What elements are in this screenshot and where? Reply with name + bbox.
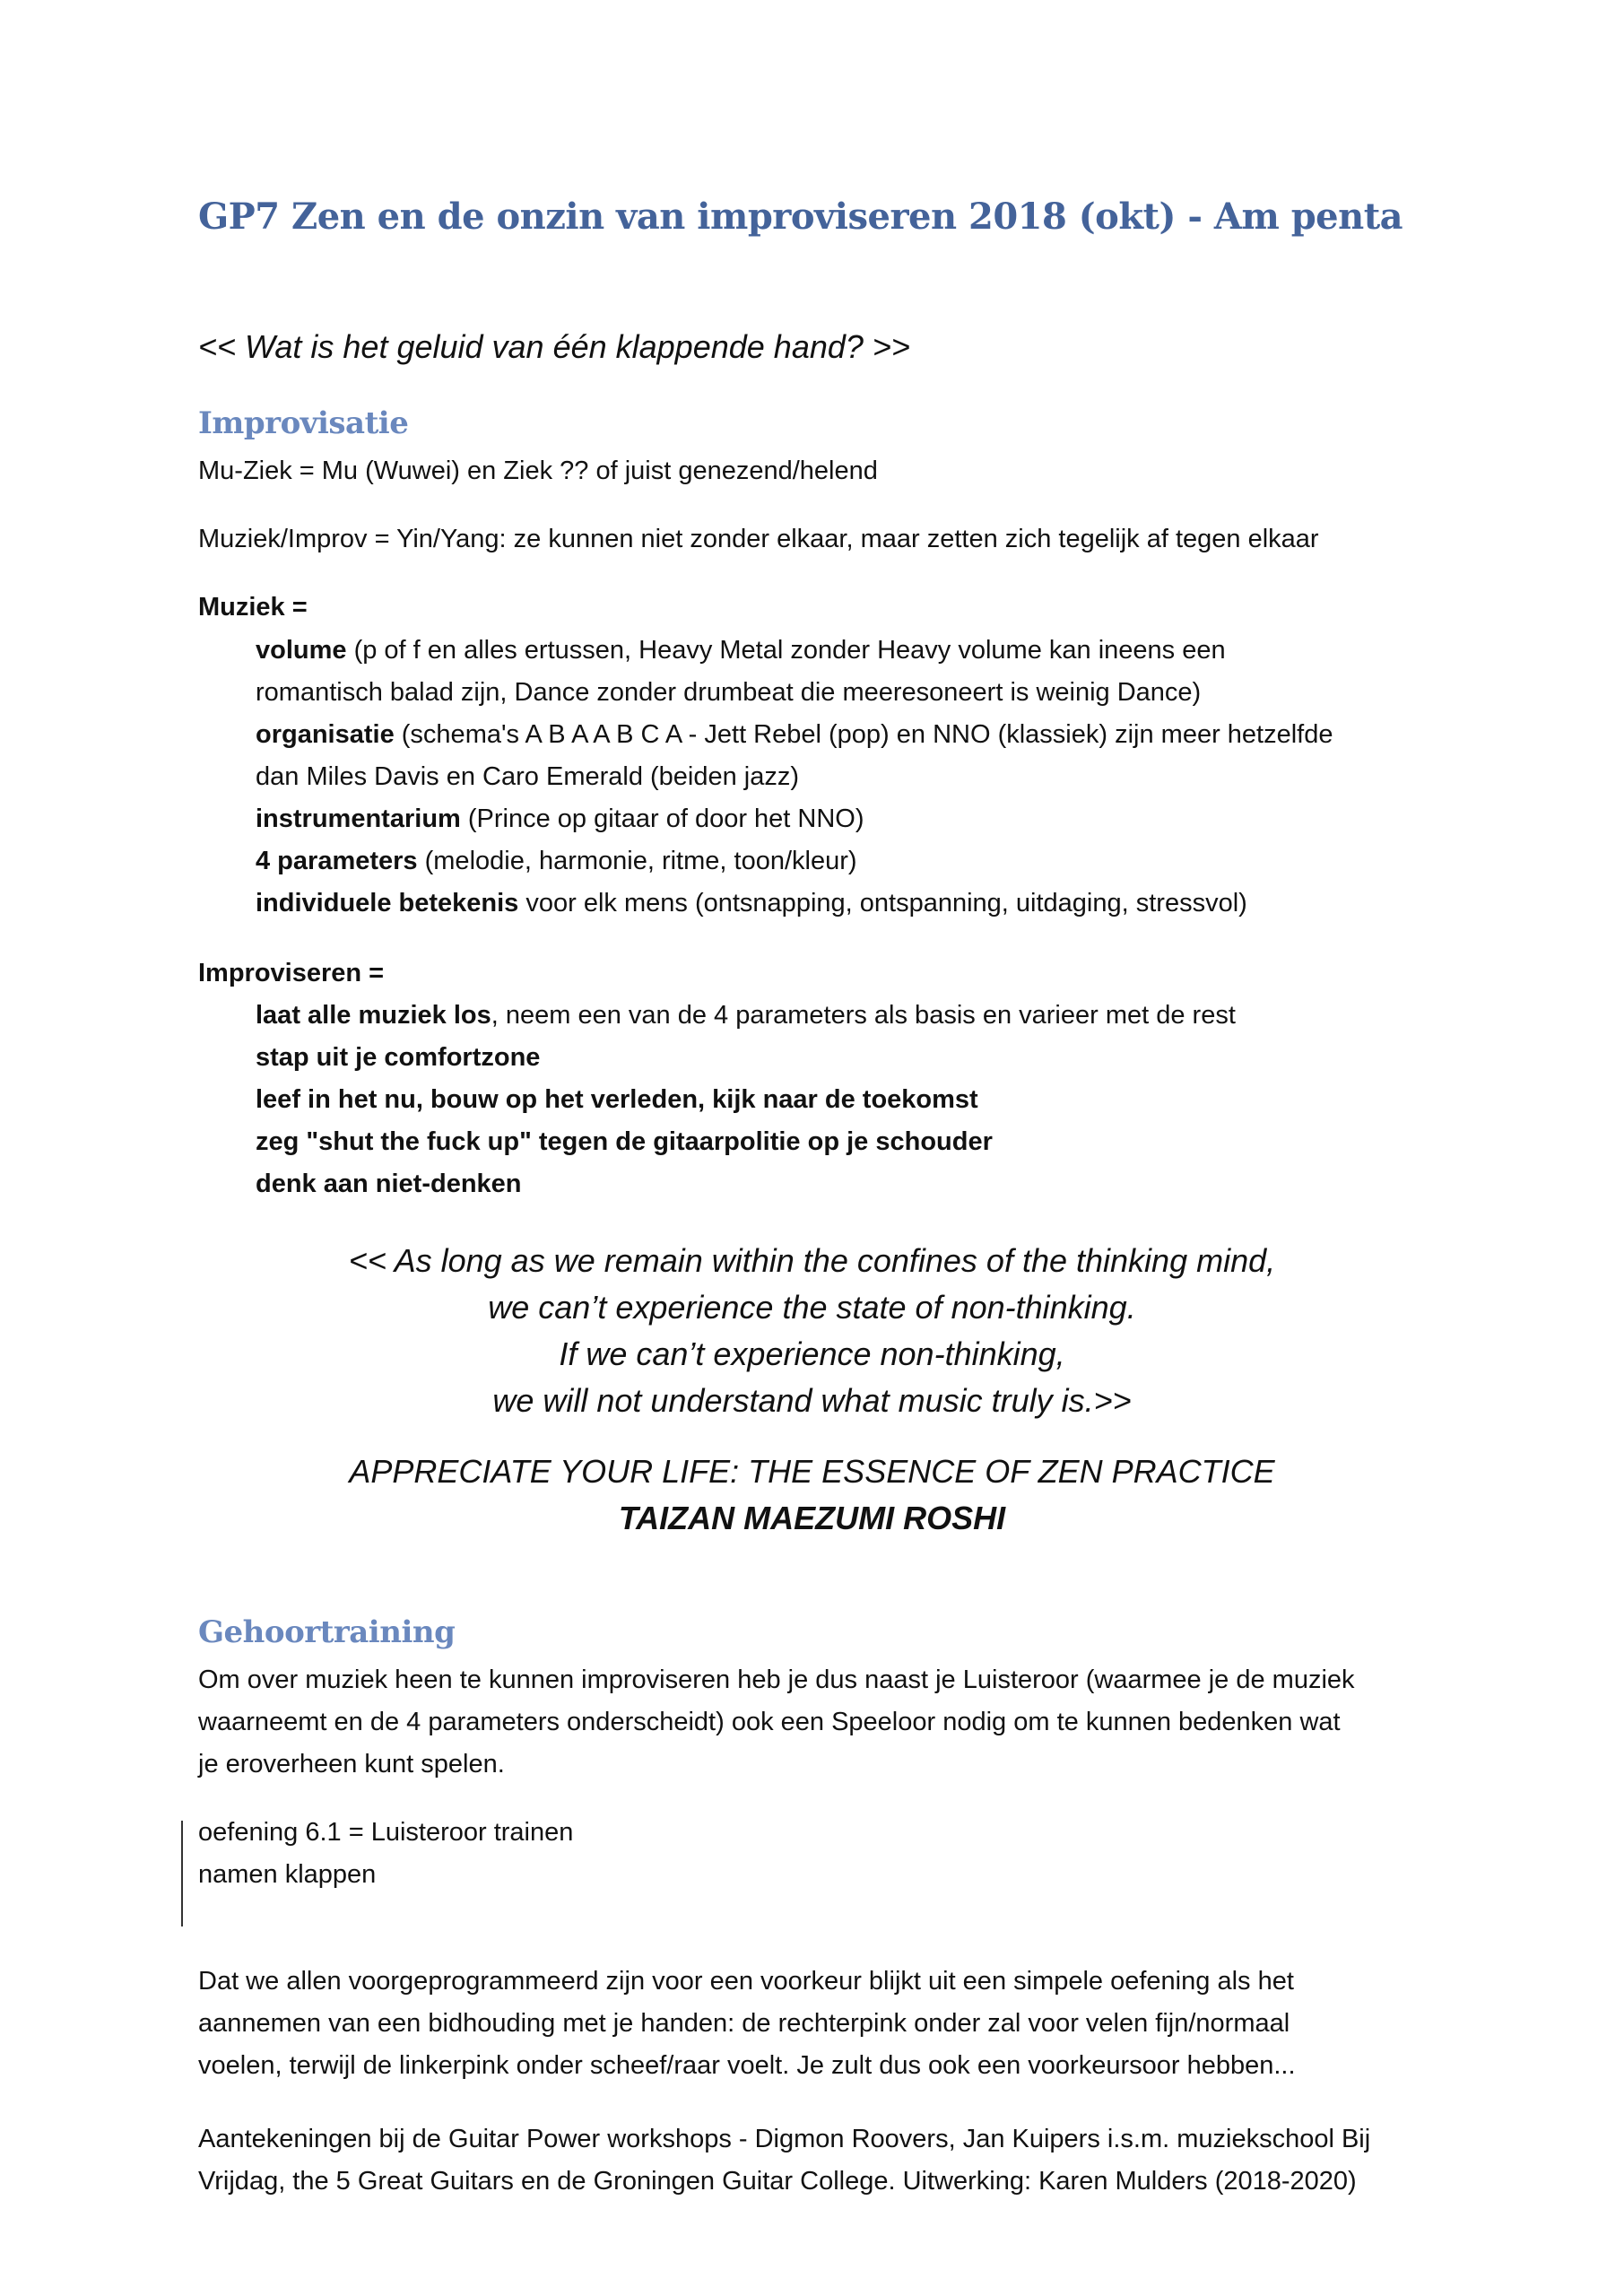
label-muziek: Muziek = [198, 593, 308, 622]
item-term: individuele betekenis [256, 889, 519, 918]
preference-paragraph-line: voelen, terwijl de linkerpink onder scheef/raar voelt. Je zult dus ook een voorkeursoor hebben... [198, 2051, 1296, 2080]
item-term: laat alle muziek los [256, 1001, 491, 1030]
gehoortraining-paragraph-line: Om over muziek heen te kunnen improviseren heb je dus naast je Luisteroor (waarmee je de muziek [198, 1665, 1355, 1694]
muziek-item-organisatie [256, 714, 1333, 756]
improviseren-item: denk aan niet-denken [256, 1170, 522, 1198]
muziek-item-organisatie-cont: dan Miles Davis en Caro Emerald (beiden jazz) [256, 762, 800, 791]
item-text: , neem een van de 4 parameters als basis en varieer met de rest [491, 1001, 1236, 1030]
muziek-item-volume-cont: romantisch balad zijn, Dance zonder drumbeat die meeresoneert is weinig Dance) [256, 678, 1202, 707]
improviseren-item [256, 995, 1236, 1037]
item-text: (p of f en alles ertussen, Heavy Metal zonder Heavy volume kan ineens een [346, 636, 1226, 665]
koan-quote: << Wat is het geluid van één klappende hand? >> [198, 328, 910, 365]
zen-quote-line: If we can’t experience non-thinking, [559, 1335, 1065, 1372]
footer-line: Aantekeningen bij de Guitar Power workshops - Digmon Roovers, Jan Kuipers i.s.m. muziekschool Bij [198, 2125, 1371, 2153]
improviseren-item: leef in het nu, bouw op het verleden, kijk naar de toekomst [256, 1085, 978, 1114]
gehoortraining-paragraph-line: waarneemt en de 4 parameters onderscheidt) ook een Speeloor nodig om te kunnen bedenken wat [198, 1708, 1341, 1736]
exercise-line: oefening 6.1 = Luisteroor trainen [198, 1818, 574, 1847]
muziek-item-volume [256, 630, 1226, 672]
paragraph-yin-yang: Muziek/Improv = Yin/Yang: ze kunnen niet zonder elkaar, maar zetten zich tegelijk af tegen elkaar [198, 525, 1319, 553]
label-improviseren: Improviseren = [198, 959, 385, 987]
item-term: organisatie [256, 720, 395, 749]
heading-improvisatie: Improvisatie [198, 405, 409, 441]
heading-gehoortraining: Gehoortraining [198, 1614, 456, 1650]
item-text: (Prince op gitaar of door het NNO) [460, 804, 864, 833]
quote-author: TAIZAN MAEZUMI ROSHI [618, 1500, 1006, 1536]
exercise-line: namen klappen [198, 1860, 377, 1889]
gehoortraining-paragraph-line: je eroverheen kunt spelen. [198, 1750, 505, 1779]
item-term: instrumentarium [256, 804, 461, 833]
improviseren-item: zeg "shut the fuck up" tegen de gitaarpolitie op je schouder [256, 1127, 993, 1156]
zen-quote-line: we will not understand what music truly is.>> [492, 1382, 1132, 1419]
zen-quote-line: we can’t experience the state of non-thinking. [488, 1289, 1136, 1326]
zen-quote-line: << As long as we remain within the confines of the thinking mind, [348, 1242, 1276, 1279]
paragraph-mu-ziek: Mu-Ziek = Mu (Wuwei) en Ziek ?? of juist genezend/helend [198, 457, 878, 485]
preference-paragraph-line: Dat we allen voorgeprogrammeerd zijn voor een voorkeur blijkt uit een simpele oefening als het [198, 1967, 1294, 1996]
preference-paragraph-line: aannemen van een bidhouding met je handen: de rechterpink onder zal voor velen fijn/normaal [198, 2009, 1290, 2038]
improviseren-item: stap uit je comfortzone [256, 1043, 541, 1072]
item-text: (schema's A B A A B C A - Jett Rebel (pop) en NNO (klassiek) zijn meer hetzelfde [394, 720, 1333, 749]
muziek-item-instrumentarium [256, 798, 864, 840]
document-title: GP7 Zen en de onzin van improviseren 2018 (okt) - Am penta [198, 196, 1403, 238]
muziek-item-parameters [256, 840, 857, 883]
change-bar [181, 1821, 183, 1926]
footer-line: Vrijdag, the 5 Great Guitars en de Groningen Guitar College. Uitwerking: Karen Mulders (2018-2020) [198, 2167, 1357, 2196]
quote-source: APPRECIATE YOUR LIFE: THE ESSENCE OF ZEN PRACTICE [349, 1453, 1275, 1490]
item-text: voor elk mens (ontsnapping, ontspanning, uitdaging, stressvol) [518, 889, 1247, 918]
item-term: 4 parameters [256, 847, 418, 875]
item-term: volume [256, 636, 347, 665]
item-text: (melodie, harmonie, ritme, toon/kleur) [417, 847, 857, 875]
muziek-item-betekenis [256, 883, 1247, 925]
